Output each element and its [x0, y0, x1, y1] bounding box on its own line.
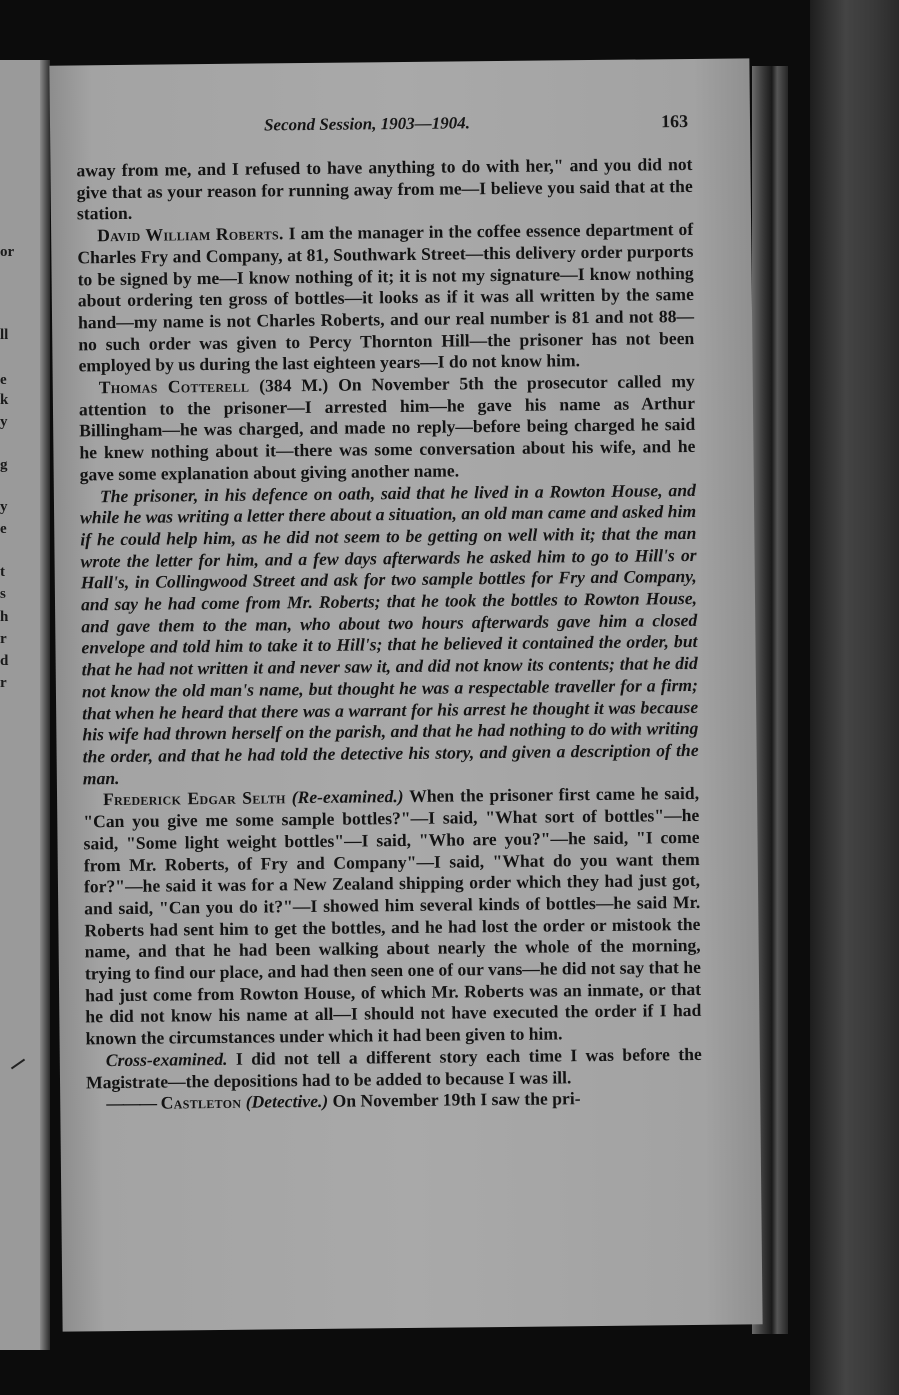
witness-badge: (384 M.) — [249, 374, 329, 396]
page-header — [50, 111, 690, 142]
cross-examination — [86, 1044, 702, 1094]
margin-fragment: e — [0, 521, 7, 537]
margin-fragment: r — [0, 675, 7, 691]
margin-fragment: d — [0, 653, 9, 669]
margin-fragment: g — [0, 457, 8, 473]
testimony-text: On November 19th I saw the pri- — [328, 1088, 581, 1112]
margin-fragment: y — [0, 499, 8, 515]
margin-fragment: y — [0, 414, 8, 430]
witness-role: (Re-examined.) — [285, 786, 404, 808]
witness-name: David William Roberts. — [97, 223, 284, 246]
testimony-roberts — [77, 219, 695, 377]
testimony-text: I did not tell a different story each time I was before the Magistrate—the depositions had to be added to because I was ill. — [85, 1043, 702, 1092]
margin-fragment: k — [0, 392, 9, 408]
testimony-text: I am the manager in the coffee essence department of Charles Fry and Company, at 81, Southwark Street—this delivery order purports to be signed by me—I know nothing of it; it is not my signature—I know nothing about ordering ten gross of bottles—it looks as if it was all written by the same hand—my name is not Charles Roberts, and our real number is 81 and not 88—no such order was given to Percy Thornton Hill—the prisoner has not been employed by us during the last eighteen years—I do not know him. — [77, 219, 695, 376]
name-dash: ——— — [106, 1092, 157, 1114]
margin-fragment: h — [0, 609, 9, 625]
page-body — [76, 154, 702, 1115]
margin-fragment: t — [0, 564, 5, 580]
page-number: 163 — [660, 111, 689, 132]
testimony-selth — [83, 783, 702, 1050]
margin-fragment: r — [0, 631, 7, 647]
cross-examined-label: Cross-examined. — [105, 1048, 228, 1070]
background-right — [810, 0, 899, 1395]
witness-name: Thomas Cotterell — [98, 375, 250, 398]
testimony-cotterell — [79, 371, 696, 486]
margin-fragment: s — [0, 586, 6, 602]
prisoner-defence: The prisoner, in his defence on oath, said that he lived in a Rowton House, and while he was writing a letter there about a situation, an old man came and asked him if he could help him, as he did not seem to be getting on well with it; that the man wrote the letter for him, and a few days afterwards he asked him to go to Hill's or Hall's, in Collingwood Street and ask for two sample bottles for Fry and Company, and say he had come from Mr. Roberts; that he took the bottles to Rowton House, and gave them to the man, who about two hours afterwards gave him a closed envelope and told him to take it to Hill's; that he believed it contained the order, but that he had not written it and never saw it, and did not know its contents; that he did not know the old man's name, but thought he was a respectable traveller for a firm; that when he heard that there was a warrant for his arrest he thought it was because his wife had thrown herself on the parish, and that he had nothing to do with writing the order, and that he had told the detective his story, and given a description of the man. — [80, 479, 699, 789]
facing-page-edge — [0, 60, 50, 1350]
witness-role: (Detective.) — [241, 1091, 329, 1112]
paragraph-continuation: away from me, and I refused to have anything to do with her," and you did not give that as your reason for running away from me—I believe you said that at the station. — [76, 153, 693, 224]
margin-fragment: ll — [0, 327, 9, 343]
witness-name: Frederick Edgar Selth — [102, 787, 286, 810]
testimony-text: When the prisoner first came he said, "Can you give me some sample bottles?"—I said, "What sort of bottles"—he said, "Some light weight bottles"—I said, "Who are you?"—he said, "I come from Mr. Roberts, of Fry and Company"—I said, "What do you want them for?"—he said it was for a New Zealand shipping order which they had just got, and said, "Can you do it?"—I showed him several kinds of bottles—he said Mr. Roberts had sent him to get the bottles, and he had lost the order or mistook the name, and that he had been walking about nearly the whole of the morning, trying to find our place, and had then seen one of our vans—he did not say that he had just come from Rowton House, of which Mr. Roberts was an inmate, or that he did not know his name at all—I should not have executed the order if I had known the circumstances under which it had been given to him. — [83, 783, 702, 1049]
witness-name: Castleton — [155, 1091, 242, 1113]
margin-fragment: e — [0, 372, 7, 388]
book-gutter — [40, 60, 50, 1350]
book-page — [49, 58, 762, 1331]
margin-fragment: or — [0, 244, 15, 260]
testimony-text: On November 5th the prosecutor called my attention to the prisoner—I arrested him—he gave his name as Arthur Billingham—he was charged, and made no reply—before being charged he said he knew nothing about it—there was some conversation about his wife, and he gave some explanation about giving another name. — [78, 370, 696, 485]
running-title: Second Session, 1903—1904. — [263, 113, 471, 135]
